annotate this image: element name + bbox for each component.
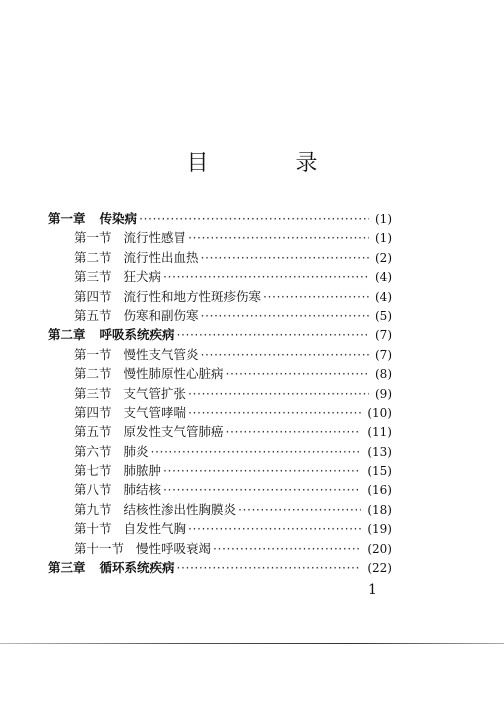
- dot-leader: [163, 461, 361, 480]
- dot-leader: [263, 287, 369, 306]
- entry-number: 第一节: [74, 346, 112, 362]
- entry-number: 第九节: [74, 501, 112, 517]
- entry-title: 结核性渗出性胸膜炎: [123, 501, 237, 517]
- dot-leader: [188, 384, 369, 403]
- entry-title: 支气管扩张: [123, 385, 187, 401]
- entry-number: 第二章: [48, 327, 86, 343]
- toc-chapter-entry: [48, 209, 392, 228]
- dot-leader: [238, 500, 361, 519]
- entry-title: 自发性气胸: [123, 521, 187, 537]
- toc-section-entry: [48, 422, 392, 441]
- entry-title: 传染病: [99, 211, 138, 226]
- toc-section-entry: [48, 539, 392, 558]
- entry-number: 第一节: [74, 230, 112, 246]
- entry-number: 第六节: [74, 443, 112, 459]
- toc-section-entry: [48, 248, 392, 267]
- entry-number: 第一章: [48, 211, 86, 226]
- entry-number: 第八节: [74, 482, 112, 498]
- entry-page-ref: (18): [367, 502, 392, 517]
- scan-edge-line: [0, 643, 504, 644]
- entry-page-ref: (9): [375, 386, 392, 401]
- dot-leader: [151, 442, 362, 461]
- toc-section-entry: [48, 364, 392, 383]
- entry-number: 第三节: [74, 385, 112, 401]
- entry-page-ref: (5): [375, 308, 392, 323]
- dot-leader: [201, 345, 369, 364]
- entry-page-ref: (4): [375, 289, 392, 304]
- entry-number: 第十一节: [74, 540, 125, 556]
- dot-leader: [188, 403, 361, 422]
- entry-page-ref: (11): [367, 425, 392, 440]
- dot-leader: [188, 228, 369, 247]
- entry-page-ref: (15): [367, 464, 392, 479]
- toc-section-entry: [48, 442, 392, 461]
- toc-chapter-entry: [48, 325, 392, 344]
- toc-section-entry: [48, 480, 392, 499]
- dot-leader: [201, 306, 369, 325]
- entry-page-ref: (2): [375, 250, 392, 265]
- entry-number: 第五节: [74, 307, 112, 323]
- entry-number: 第七节: [74, 463, 112, 479]
- entry-title: 原发性支气管肺癌: [123, 424, 224, 440]
- dot-leader: [188, 519, 361, 538]
- entry-title: 慢性支气管炎: [123, 346, 199, 362]
- toc-section-entry: [48, 228, 392, 247]
- entry-page-ref: (4): [375, 270, 392, 285]
- toc-section-entry: [48, 306, 392, 325]
- entry-title: 肺炎: [123, 443, 149, 459]
- entry-title: 支气管哮喘: [123, 404, 187, 420]
- entry-title: 流行性和地方性斑疹伤寒: [123, 288, 262, 304]
- entry-title: 流行性出血热: [123, 249, 199, 265]
- entry-page-ref: (1): [375, 212, 392, 226]
- table-of-contents: [48, 209, 392, 577]
- entry-title: 慢性肺原性心脏病: [123, 366, 224, 382]
- entry-page-ref: (7): [375, 328, 392, 343]
- entry-title: 肺结核: [123, 482, 162, 498]
- dot-leader: [201, 248, 369, 267]
- entry-page-ref: (10): [367, 405, 392, 420]
- toc-section-entry: [48, 461, 392, 480]
- entry-number: 第二节: [74, 366, 112, 382]
- toc-chapter-entry: [48, 558, 392, 577]
- entry-page-ref: (19): [367, 522, 392, 537]
- toc-section-entry: [48, 287, 392, 306]
- toc-section-entry: [48, 500, 392, 519]
- entry-page-ref: (7): [375, 347, 392, 362]
- entry-title: 流行性感冒: [123, 230, 187, 246]
- dot-leader: [139, 209, 369, 228]
- toc-section-entry: [48, 267, 392, 286]
- entry-number: 第十节: [74, 521, 112, 537]
- entry-page-ref: (8): [375, 367, 392, 382]
- entry-number: 第三章: [48, 560, 86, 576]
- dot-leader: [226, 364, 369, 383]
- entry-number: 第五节: [74, 424, 112, 440]
- entry-title: 伤寒和副伤寒: [123, 307, 199, 323]
- entry-number: 第四节: [74, 288, 112, 304]
- dot-leader: [213, 539, 361, 558]
- dot-leader: [163, 267, 369, 286]
- dot-leader: [226, 422, 362, 441]
- toc-section-entry: [48, 403, 392, 422]
- page-title: 目 录: [186, 151, 358, 176]
- entry-page-ref: (22): [367, 561, 392, 576]
- entry-number: 第二节: [74, 249, 112, 265]
- entry-page-ref: (1): [375, 231, 392, 246]
- dot-leader: [177, 558, 362, 577]
- page-number: 1: [368, 582, 377, 598]
- dot-leader: [163, 480, 361, 499]
- dot-leader: [177, 325, 369, 344]
- entry-page-ref: (16): [367, 483, 392, 498]
- toc-section-entry: [48, 345, 392, 364]
- entry-title: 慢性呼吸衰竭: [136, 540, 212, 556]
- entry-page-ref: (13): [367, 444, 392, 459]
- entry-title: 狂犬病: [123, 269, 162, 285]
- entry-title: 肺脓肿: [123, 463, 162, 479]
- entry-title: 呼吸系统疾病: [99, 327, 175, 343]
- entry-title: 循环系统疾病: [99, 560, 175, 576]
- toc-section-entry: [48, 519, 392, 538]
- entry-number: 第三节: [74, 269, 112, 285]
- entry-number: 第四节: [74, 404, 112, 420]
- toc-section-entry: [48, 384, 392, 403]
- entry-page-ref: (20): [367, 541, 392, 556]
